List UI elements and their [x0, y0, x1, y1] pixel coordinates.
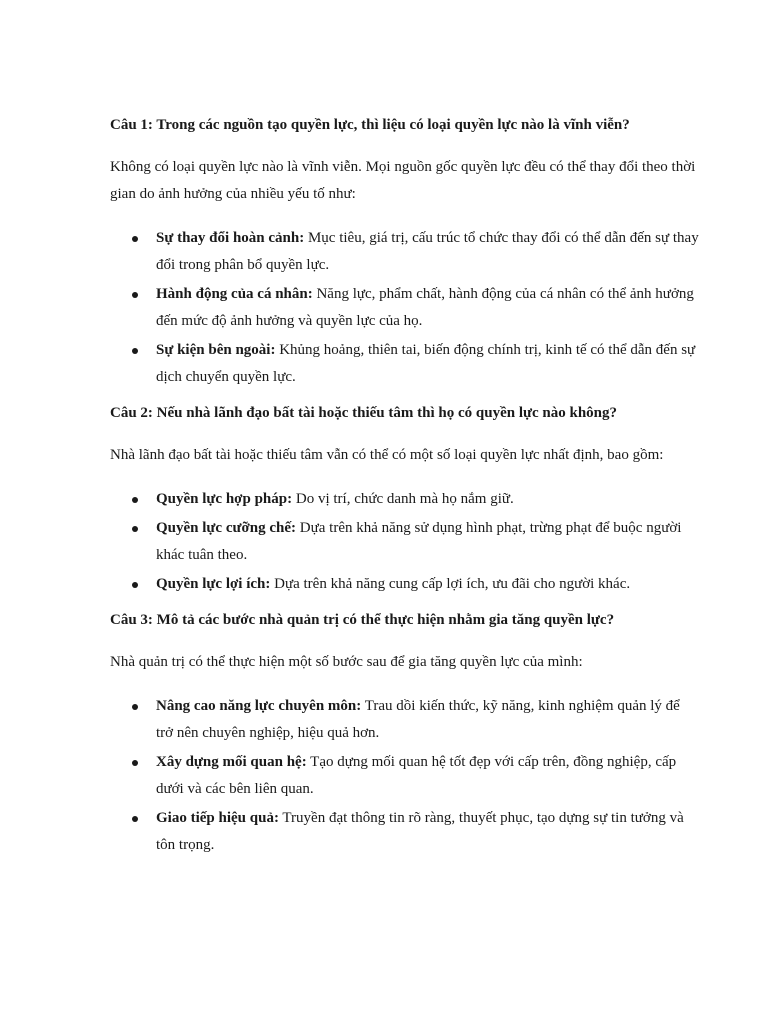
- item-text: Mục tiêu, giá trị, cấu trúc tổ chức thay đổi có thể dẫn đến sự thay đổi trong phân bổ quyền lực.: [156, 230, 699, 273]
- bullet-icon: [132, 526, 138, 532]
- item-term: Sự kiện bên ngoài:: [156, 342, 276, 358]
- list-item: [110, 515, 700, 569]
- item-text: Dựa trên khả năng cung cấp lợi ích, ưu đãi cho người khác.: [270, 576, 631, 592]
- bullet-icon: [132, 497, 138, 503]
- item-text: Truyền đạt thông tin rõ ràng, thuyết phục, tạo dựng sự tin tưởng và tôn trọng.: [156, 810, 684, 853]
- item-term: Quyền lực cưỡng chế:: [156, 520, 297, 536]
- item-term: Sự thay đổi hoàn cảnh:: [156, 230, 305, 246]
- item-term: Nâng cao năng lực chuyên môn:: [156, 698, 362, 714]
- question-heading: Câu 1: Trong các nguồn tạo quyền lực, thì liệu có loại quyền lực nào là vĩnh viễn?: [110, 117, 630, 133]
- item-text: Dựa trên khả năng sử dụng hình phạt, trừng phạt để buộc người khác tuân theo.: [156, 520, 682, 563]
- item-text: Năng lực, phẩm chất, hành động của cá nhân có thể ảnh hưởng đến mức độ ảnh hưởng và quyền lực của họ.: [156, 286, 694, 329]
- bullet-icon: [132, 348, 138, 354]
- list-item: [110, 571, 700, 598]
- bullet-list: [110, 693, 700, 859]
- item-text: Trau dồi kiến thức, kỹ năng, kinh nghiệm quản lý để trở nên chuyên nghiệp, hiệu quả hơn.: [156, 698, 680, 741]
- list-item: [110, 337, 700, 391]
- item-term: Giao tiếp hiệu quả:: [156, 810, 279, 826]
- list-item: [110, 749, 700, 803]
- item-term: Xây dựng mối quan hệ:: [156, 754, 307, 770]
- document-page: [110, 112, 700, 868]
- section-3: [110, 607, 700, 859]
- item-text: Tạo dựng mối quan hệ tốt đẹp với cấp trên, đồng nghiệp, cấp dưới và các bên liên quan.: [156, 754, 677, 797]
- item-term: Quyền lực hợp pháp:: [156, 491, 293, 507]
- bullet-icon: [132, 704, 138, 710]
- bullet-icon: [132, 292, 138, 298]
- section-2: [110, 400, 700, 598]
- answer-paragraph: Nhà quản trị có thể thực hiện một số bước sau để gia tăng quyền lực của mình:: [110, 654, 583, 670]
- answer-paragraph: Không có loại quyền lực nào là vĩnh viễn. Mọi nguồn gốc quyền lực đều có thể thay đổi theo thời gian do ảnh hưởng của nhiều yếu tố như:: [110, 159, 696, 202]
- bullet-icon: [132, 236, 138, 242]
- list-item: [110, 486, 700, 513]
- bullet-icon: [132, 816, 138, 822]
- bullet-list: [110, 486, 700, 598]
- list-item: [110, 805, 700, 859]
- bullet-icon: [132, 760, 138, 766]
- bullet-icon: [132, 582, 138, 588]
- answer-paragraph: Nhà lãnh đạo bất tài hoặc thiếu tâm vẫn có thể có một số loại quyền lực nhất định, bao gồm:: [110, 447, 664, 463]
- list-item: [110, 693, 700, 747]
- question-heading: Câu 3: Mô tả các bước nhà quản trị có thể thực hiện nhằm gia tăng quyền lực?: [110, 612, 615, 628]
- list-item: [110, 281, 700, 335]
- bullet-list: [110, 225, 700, 391]
- item-text: Khủng hoảng, thiên tai, biến động chính trị, kinh tế có thể dẫn đến sự dịch chuyển quyền lực.: [156, 342, 696, 385]
- item-text: Do vị trí, chức danh mà họ nắm giữ.: [292, 491, 514, 507]
- section-1: [110, 112, 700, 391]
- item-term: Quyền lực lợi ích:: [156, 576, 271, 592]
- question-heading: Câu 2: Nếu nhà lãnh đạo bất tài hoặc thiếu tâm thì họ có quyền lực nào không?: [110, 405, 618, 421]
- item-term: Hành động của cá nhân:: [156, 286, 313, 302]
- list-item: [110, 225, 700, 279]
